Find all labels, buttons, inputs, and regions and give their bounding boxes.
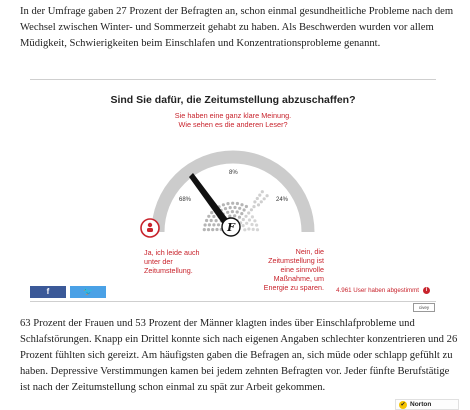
users-voted-text: 4.961 User haben abgestimmt: [336, 287, 419, 294]
gauge-dot-unentschieden: [250, 208, 253, 211]
gauge-dot-nein: [252, 228, 255, 231]
gauge-dot-nein: [253, 219, 256, 222]
gauge-dot-ja: [205, 219, 208, 222]
gauge-dot-ja: [212, 215, 215, 218]
gauge-dot-ja: [231, 210, 234, 213]
gauge-dot-unentschieden: [253, 200, 256, 203]
gauge-dot-unentschieden: [242, 218, 245, 221]
gauge-dot-ja: [212, 223, 215, 226]
twitter-icon: 🐦: [83, 287, 93, 296]
article-paragraph-bottom: 63 Prozent der Frauen und 53 Prozent der Männer klagten indes über Einschlafprobleme und Schlafstörungen. Knapp ein Drittel konnte sich nach eigenen Angaben schlechter konzentrieren und 26 Prozent fühlten sich gereizt. Am häufigsten gaben die Befragen an, sich müde oder schlapp gefühlt zu haben. Depressive Verstimmungen kamen bei jedem zehnten Befragten vor. Jeder fünfte Berufstätige ist nach der Zeitumstellung schon einmal zu spät zur Arbeit gekommen.: [20, 318, 458, 393]
check-icon: ✔: [400, 402, 406, 408]
no-line-3: eine sinnvolle: [280, 265, 324, 274]
vote-yes-button[interactable]: [141, 219, 159, 237]
users-voted: [336, 287, 430, 294]
gauge-dot-unentschieden: [258, 194, 261, 197]
vote-yes-label[interactable]: [144, 248, 214, 275]
gauge-dot-unentschieden: [256, 197, 259, 200]
gauge-dot-ja: [203, 228, 206, 231]
info-icon[interactable]: i: [423, 287, 430, 294]
gauge-dot-ja: [222, 203, 225, 206]
gauge-dot-nein: [251, 215, 254, 218]
faz-logo-icon: [222, 218, 240, 236]
gauge-dot-nein: [243, 228, 246, 231]
gauge-dot-ja: [204, 223, 207, 226]
gauge-dot-ja: [238, 207, 241, 210]
poll-gauge: [30, 80, 436, 302]
gauge-dot-ja: [207, 228, 210, 231]
gauge-dot-ja: [215, 228, 218, 231]
gauge-dot-nein: [242, 224, 245, 227]
gauge-dot-unentschieden: [266, 194, 269, 197]
gauge-dot-ja: [240, 203, 243, 206]
yes-line-1: Ja, ich leide auch: [144, 248, 200, 257]
yes-line-2: unter der: [144, 257, 173, 266]
gauge-dot-unentschieden: [247, 211, 250, 214]
gauge-dot-unentschieden: [252, 205, 255, 208]
gauge-dot-ja: [226, 202, 229, 205]
gauge-dot-ja: [233, 206, 236, 209]
pct-yes-label: 68%: [179, 197, 192, 203]
civey-logo[interactable]: civey: [413, 303, 435, 312]
gauge-dot-ja: [229, 206, 232, 209]
gauge-dot-ja: [210, 211, 213, 214]
divider: [30, 301, 436, 302]
pct-no-label: 24%: [276, 197, 289, 203]
gauge-dot-nein: [245, 222, 248, 225]
gauge-dot-unentschieden: [261, 190, 264, 193]
gauge-dot-ja: [210, 219, 213, 222]
poll-subtitle-line1: Sie haben eine ganz klare Meinung.: [174, 111, 292, 120]
poll-question: Sind Sie dafür, die Zeitumstellung abzuschaffen?: [110, 94, 356, 106]
article-paragraph-top: In der Umfrage gaben 27 Prozent der Befragten an, schon einmal gesundheitliche Probleme nach dem Wechsel zwischen Winter- und Sommerzeit gehabt zu haben. Als Beschwerden wurden vor allem Müdigkeit, Schwierigkeiten beim Einschlafen und Konzentrationsprobleme genannt.: [20, 6, 454, 49]
gauge-dot-unentschieden: [257, 203, 260, 206]
gauge-dot-ja: [217, 223, 220, 226]
gauge-dot-nein: [256, 228, 259, 231]
gauge-dot-unentschieden: [244, 215, 247, 218]
gauge-dot-ja: [243, 208, 246, 211]
gauge-dot-ja: [238, 216, 241, 219]
gauge-dot-ja: [228, 215, 231, 218]
gauge-dot-ja: [231, 202, 234, 205]
gauge-dot-ja: [236, 202, 239, 205]
facebook-share-button[interactable]: [30, 286, 66, 298]
vote-no-label[interactable]: [252, 247, 324, 292]
facebook-icon: f: [46, 287, 50, 296]
gauge-dot-ja: [208, 223, 211, 226]
gauge-dot-unentschieden: [263, 197, 266, 200]
gauge-dot-ja: [240, 212, 243, 215]
gauge-dot-ja: [226, 211, 229, 214]
gauge-dot-ja: [207, 215, 210, 218]
twitter-share-button[interactable]: [70, 286, 106, 298]
pct-mid-label: 8%: [229, 170, 238, 176]
no-line-2: Zeitumstellung ist: [268, 256, 324, 265]
no-line-1: Nein, die: [295, 247, 324, 256]
no-line-5: Energie zu sparen.: [263, 283, 324, 292]
gauge-dot-nein: [248, 218, 251, 221]
gauge-dot-ja: [233, 214, 236, 217]
gauge-dot-ja: [215, 219, 218, 222]
norton-badge[interactable]: [395, 399, 459, 410]
gauge-dot-ja: [236, 210, 239, 213]
poll-widget: [30, 79, 436, 301]
faz-logo-glyph: F: [227, 221, 235, 234]
no-line-4: Maßnahme, um: [273, 274, 324, 283]
gauge-dot-ja: [224, 207, 227, 210]
poll-subtitle-line2: Wie sehen es die anderen Leser?: [178, 120, 288, 129]
gauge-dot-ja: [211, 228, 214, 231]
gauge-dot-nein: [250, 223, 253, 226]
gauge-dot-nein: [247, 227, 250, 230]
norton-label: Norton: [410, 401, 432, 408]
gauge-dot-unentschieden: [260, 200, 263, 203]
yes-line-3: Zeitumstellung.: [144, 266, 193, 275]
gauge-dot-ja: [245, 205, 248, 208]
gauge-dot-nein: [255, 224, 258, 227]
